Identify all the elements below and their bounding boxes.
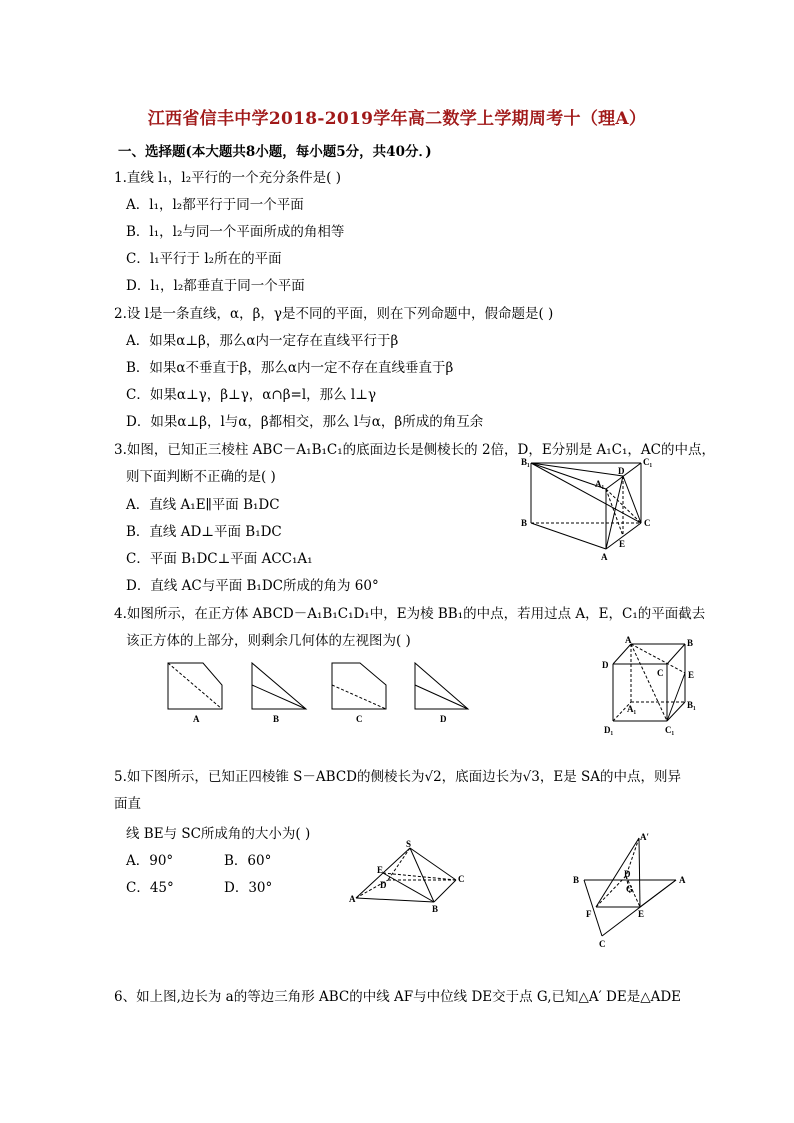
pyr-label-s: S [406,839,412,849]
label-c: C [644,518,651,528]
label-d: D [618,466,625,476]
cube-label-b1: B₁ [687,700,696,710]
q3-option-c: C．平面 B₁DC⊥平面 ACC₁A₁ [126,551,313,567]
option-c-label: C [356,714,363,724]
label-b1: B₁ [521,457,530,467]
q4-option-figures [160,655,470,727]
pyr-label-d: D [380,880,387,890]
option-d-label: D [440,714,447,724]
q5-option-d: D．30° [224,880,273,896]
q3-option-b: B．直线 AD⊥平面 B₁DC [126,524,282,540]
label-c1: C₁ [643,457,653,467]
q1-stem: 1.直线 l₁，l₂平行的一个充分条件是( ) [114,170,341,186]
pyr-label-a: A [349,894,356,904]
q2-option-a: A．如果α⊥β，那么α内一定存在直线平行于β [126,333,399,349]
tri-label-a-prime: A′ [640,832,650,842]
pyr-label-c: C [458,874,465,884]
q2-option-c: C．如果α⊥γ，β⊥γ，α∩β=l，那么 l⊥γ [126,387,377,403]
tri-label-d: D [624,869,631,879]
q5-option-a: A．90° [126,853,174,869]
label-b: B [521,518,528,528]
q5-option-c: C．45° [126,880,174,896]
cube-label-d1: D₁ [604,725,614,735]
cube-label-b: B [687,638,694,648]
q5-stem-line3: 线 BE与 SC所成角的大小为( ) [126,826,311,842]
q4-stem-line1: 4.如图所示，在正方体 ABCD－A₁B₁C₁D₁中，E为棱 BB₁的中点，若用过点 A，E，C₁的平面截去 [114,606,706,622]
q3-option-a: A．直线 A₁E∥平面 B₁DC [126,497,280,513]
tri-label-e: E [638,909,645,919]
q3-option-d: D．直线 AC与平面 B₁DC所成的角为 60° [126,578,379,594]
cube-label-c1: C₁ [665,725,675,735]
pyr-label-e: E [377,865,384,875]
q5-option-b: B．60° [224,853,272,869]
triangle-figure [570,830,695,950]
prism-figure [515,455,665,565]
section-heading: 一、选择题(本大题共8小题，每小题5分，共40分．) [118,144,432,160]
cube-label-e: E [688,670,695,680]
q1-option-d: D．l₁，l₂都垂直于同一个平面 [126,278,305,294]
q3-stem-line1: 3.如图，已知正三棱柱 ABC－A₁B₁C₁的底面边长是侧棱长的 2倍，D，E分别是 A₁C₁，AC的中点， [114,442,715,458]
q1-option-b: B．l₁，l₂与同一个平面所成的角相等 [126,224,345,240]
q5-stem-line2: 面直 [114,796,141,812]
tri-label-a: A [679,875,686,885]
q2-stem: 2.设 l是一条直线，α，β，γ是不同的平面，则在下列命题中，假命题是( ) [114,306,554,322]
label-e: E [619,539,626,549]
pyr-label-b: B [432,904,439,914]
tri-label-b: B [573,875,580,885]
tri-label-f: F [586,909,592,919]
cube-label-d: D [602,660,609,670]
q4-stem-line2: 该正方体的上部分，则剩余几何体的左视图为( ) [126,633,411,649]
cube-label-a1: A₁ [627,704,637,714]
label-a1: A₁ [595,479,605,489]
q1-option-c: C．l₁平行于 l₂所在的平面 [126,251,282,267]
option-a-label: A [193,714,200,724]
page-title: 江西省信丰中学2018-2019学年高二数学上学期周考十（理A） [147,109,647,129]
q3-stem-line2: 则下面判断不正确的是( ) [126,469,276,485]
cube-label-a: A [625,635,632,645]
pyramid-figure [348,840,473,912]
option-b-label: B [273,714,280,724]
q2-option-b: B．如果α不垂直于β，那么α内一定不存在直线垂直于β [126,360,454,376]
cube-label-c: C [657,668,664,678]
q2-option-d: D．如果α⊥β，l与α，β都相交，那么 l与α，β所成的角互余 [126,414,484,430]
cube-figure [597,636,707,736]
q6-stem: 6、如上图,边长为 a的等边三角形 ABC的中线 AF与中位线 DE交于点 G,已知△A′ DE是△ADE [114,989,681,1005]
q5-stem-line1: 5.如下图所示，已知正四棱锥 S－ABCD的侧棱长为√2，底面边长为√3，E是 SA的中点，则异 [114,769,682,785]
tri-label-g: G [626,884,634,894]
label-a: A [601,552,608,562]
tri-label-c: C [599,939,606,949]
q1-option-a: A．l₁，l₂都平行于同一个平面 [126,197,304,213]
